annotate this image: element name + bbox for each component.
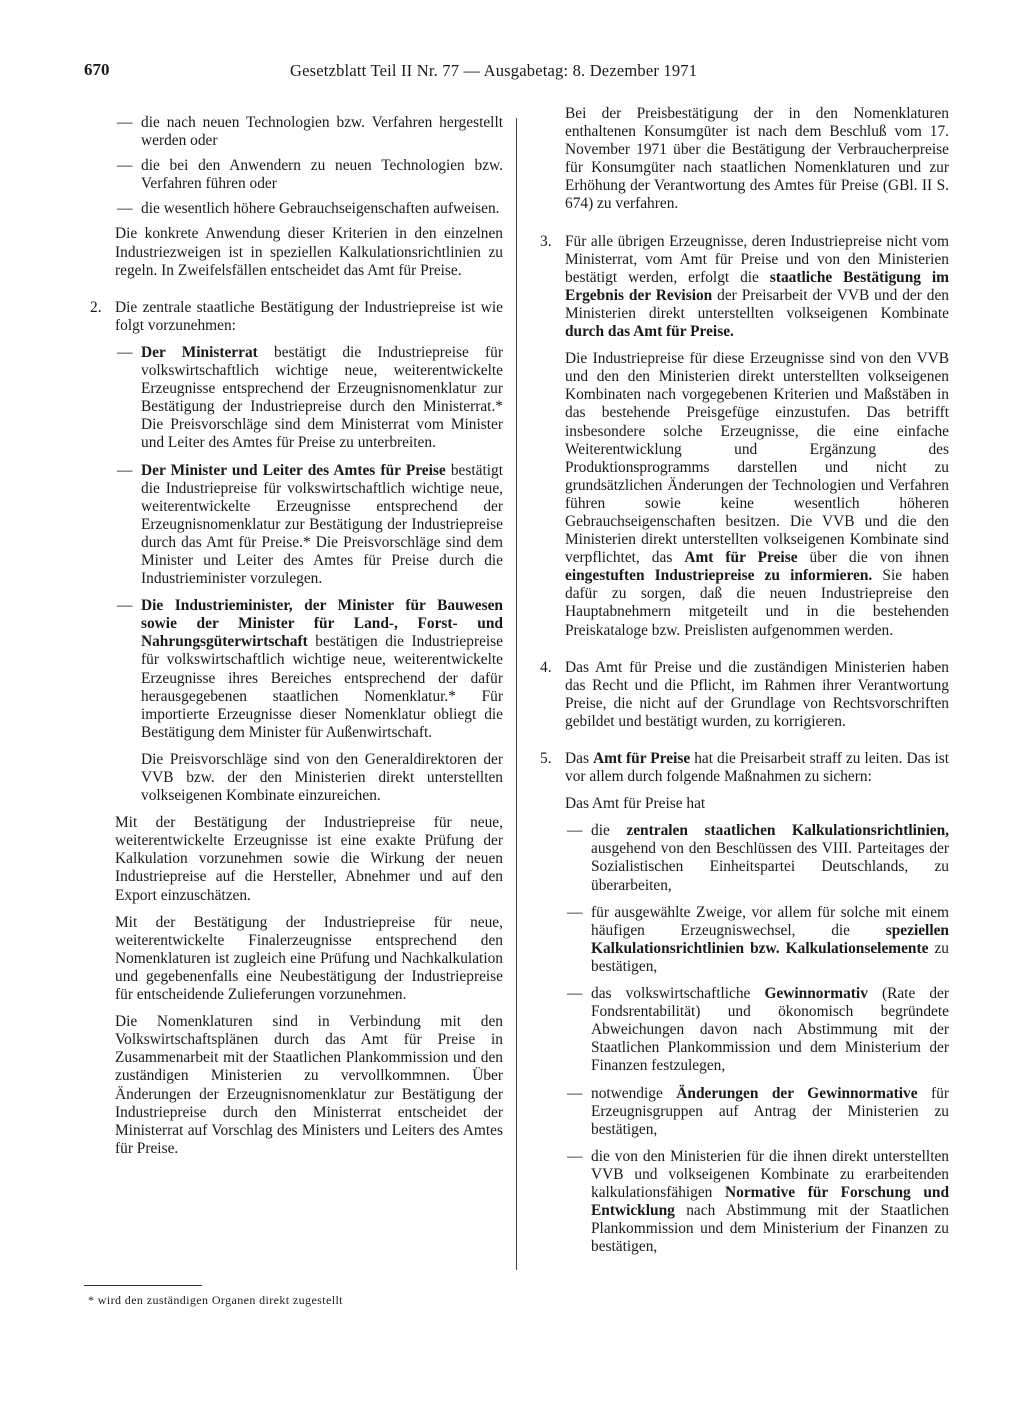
paragraph bbox=[565, 350, 949, 640]
dash-marker: — bbox=[567, 985, 583, 1003]
text-run: ausgehend von den Beschlüssen des VIII. Parteitages der Sozialistischen Einheitspartei Deutschlands, zu überarbeiten, bbox=[591, 840, 949, 894]
item-number: 2. bbox=[90, 298, 102, 316]
list-item-text: die bei den Anwendern zu neuen Technologien bzw. Verfahren führen oder bbox=[141, 157, 503, 193]
paragraph: Das Amt für Preise und die zuständigen Ministerien haben das Recht und die Pflicht, im Rahmen ihrer Verantwortung Preise, die nicht auf der Grundlage von Rechtsvorschriften gebildet und bestätigt wurden, zu korrigieren. bbox=[565, 658, 949, 730]
dash-marker: — bbox=[117, 343, 133, 361]
text-run: das volkswirtschaftliche bbox=[591, 985, 765, 1003]
bold-text: Amt für Preise bbox=[592, 750, 691, 767]
bold-text: Amt für Preise bbox=[684, 549, 798, 567]
right-column bbox=[540, 105, 950, 1265]
list-item-text: bestätigt die Industriepreise für volkswirtschaftlich wichtige neue, weiterentwickelte Erzeugnisse entsprechend der Erzeugnisnomenklatur zur Bestätigung der Industriepreise durch den Ministerrat.* Die Preisvorschläge sind dem Ministerrat vom Minister und Leiter des Amtes für Preise zu unterbreiten. bbox=[141, 343, 503, 452]
bold-text: Der Ministerrat bbox=[141, 343, 258, 361]
footnote-rule bbox=[84, 1285, 202, 1286]
dash-marker: — bbox=[567, 1147, 583, 1165]
bold-text: speziellen Kalkulationsrichtlinien bzw. Kalkulationselemente bbox=[591, 921, 949, 957]
list-item bbox=[565, 1148, 949, 1257]
bold-text: Änderungen der Gewinnormative bbox=[676, 1084, 918, 1102]
list-item bbox=[115, 344, 503, 453]
dash-marker: — bbox=[567, 903, 583, 921]
text-run: die von den Ministerien für die ihnen direkt unterstellten VVB und volkseigenen Kombinate zu erarbeitenden kalkulationsfähigen bbox=[591, 1147, 949, 1201]
dash-marker: — bbox=[117, 597, 133, 615]
text-run: der Preisarbeit der VVB und der den Ministerien direkt unterstellten volkseigenen Kombinate bbox=[565, 286, 949, 322]
bold-text: Der Minister und Leiter des Amtes für Preise bbox=[141, 461, 446, 479]
list-item-text: bestätigt die Industriepreise für volkswirtschaftlich wichtige neue, weiterentwickelte Erzeugnisse entsprechend der Erzeugnisnomenklatur zur Bestätigung der Industriepreise durch das Amt für Preise.* Die Preisvorschläge sind dem Minister und Leiter des Amtes für Preise durch die Industrieminister vorzulegen. bbox=[141, 461, 503, 588]
paragraph: Das Amt für Preise hat bbox=[565, 795, 706, 813]
paragraph: Die zentrale staatliche Bestätigung der Industriepreise ist wie folgt vorzunehmen: bbox=[115, 298, 503, 334]
paragraph bbox=[565, 233, 949, 342]
list-item bbox=[115, 597, 503, 742]
bold-text: eingestuften Industriepreise zu informieren. bbox=[565, 567, 873, 585]
dash-marker: — bbox=[117, 200, 133, 218]
list-item bbox=[115, 200, 503, 218]
text-run: (Rate der Fondsrentabilität) und ökonomisch begründete Abweichungen davon nach Abstimmung mit der Staatlichen Plankommission und dem Ministerium der Finanzen festzulegen, bbox=[591, 985, 949, 1075]
page-number: 670 bbox=[84, 60, 110, 79]
text-run: die bbox=[591, 822, 627, 840]
bold-text: durch das Amt für Preise. bbox=[565, 323, 734, 341]
footnote: * wird den zuständigen Organen direkt zugestellt bbox=[88, 1293, 343, 1307]
list-item-text: die wesentlich höhere Gebrauchseigenschaften aufweisen. bbox=[141, 200, 500, 218]
list-item bbox=[115, 114, 503, 150]
item-number: 3. bbox=[540, 232, 552, 250]
dash-marker: — bbox=[567, 822, 583, 840]
text-run: Sie haben dafür zu sorgen, daß die neuen Industriepreise den Hauptabnehmern mitgeteilt und in die bestehenden Preiskataloge bzw. Preislisten aufgenommen werden. bbox=[565, 567, 949, 639]
paragraph: Die konkrete Anwendung dieser Kriterien in den einzelnen Industriezweigen ist in speziellen Kalkulationsrichtlinien zu regeln. In Zweifelsfällen entscheidet das Amt für Preise. bbox=[115, 225, 503, 279]
dash-marker: — bbox=[567, 1084, 583, 1102]
dash-marker: — bbox=[117, 461, 133, 479]
text-run: Die Industriepreise für diese Erzeugnisse sind von den VVB und den den Ministerien direkt unterstellten volkseigenen Kombinaten nach vorgegebenen Kriterien und Maßstäben in das bestehende Preisgefüge einzustufen. Das betrifft insbesondere solche Erzeugnisse, die eine einfache Weiterentwicklung und Ergänzung des Produktionsprogramms darstellen und nicht zu grundsätzlichen Änderungen der Technologien und Verfahren führen sowie keine wesentlich höheren Gebrauchseigenschaften besitzen. Die VVB und die den Ministerien direkt unterstellten volkseigenen Kombinate sind verpflichtet, das bbox=[565, 350, 949, 567]
bold-text: Gewinnormativ bbox=[764, 985, 868, 1003]
running-head: Gesetzblatt Teil II Nr. 77 — Ausgabetag: 8. Dezember 1971 bbox=[290, 61, 698, 80]
list-item bbox=[565, 822, 949, 894]
dash-marker: — bbox=[117, 157, 133, 175]
list-item-text: die nach neuen Technologien bzw. Verfahren hergestellt werden oder bbox=[141, 114, 503, 150]
paragraph: Mit der Bestätigung der Industriepreise für neue, weiterentwickelte Finalerzeugnisse entsprechend den Nomenklaturen ist zugleich eine Prüfung und Nachkalkulation und gegebenenfalls eine Neubestätigung der Industriepreise für entscheidende Zulieferungen vorzunehmen. bbox=[115, 913, 503, 1004]
text-run: notwendige bbox=[591, 1084, 677, 1102]
numbered-item bbox=[540, 750, 949, 813]
list-item bbox=[565, 985, 949, 1075]
paragraph bbox=[565, 750, 949, 786]
text-run: Das bbox=[565, 750, 593, 767]
column-rule bbox=[516, 118, 517, 1270]
item-number: 4. bbox=[540, 658, 552, 676]
text-run: hat die Preisarbeit straff zu leiten. Das ist vor allem durch folgende Maßnahmen zu sichern: bbox=[565, 750, 949, 786]
list-item-text: bestätigen die Industriepreise für volkswirtschaftlich wichtige neue, weiterentwickelte Erzeugnisse ihres Bereiches entsprechend der dafür herausgegebenen staatlichen Nomenklatur.* Für importierte Erzeugnisse dieser Nomenklatur obliegt die Bestätigung dem Minister für Außenwirtschaft. bbox=[141, 633, 503, 741]
paragraph: Mit der Bestätigung der Industriepreise für neue, weiterentwickelte Erzeugnisse ist eine exakte Prüfung der Kalkulation vorzunehmen sowie die Wirkung der neuen Industriepreise auf die Hersteller, Abnehmer und auf den Export einzuschätzen. bbox=[115, 814, 503, 904]
numbered-item bbox=[540, 232, 949, 640]
bold-text: zentralen staatlichen Kalkulationsrichtlinien, bbox=[626, 822, 949, 840]
text-run: Für alle übrigen Erzeugnisse, deren Industriepreise nicht vom Ministerrat, vom Amt für Preise und von den Ministerien bestätigt werden, erfolgt die bbox=[565, 232, 949, 286]
item-number: 5. bbox=[540, 750, 552, 767]
dash-marker: — bbox=[117, 114, 133, 131]
list-item bbox=[565, 904, 949, 976]
bold-text: Die Industrieminister, der Minister für Bauwesen sowie der Minister für Land-, Forst- und Nahrungsgüterwirtschaft bbox=[141, 597, 503, 651]
text-run: nach Abstimmung mit der Staatlichen Plankommission und dem Ministerium der Finanzen zu bestätigen, bbox=[591, 1202, 949, 1256]
list-item bbox=[115, 157, 503, 193]
bold-text: staatliche Bestätigung im Ergebnis der Revision bbox=[565, 268, 949, 304]
paragraph: Die Nomenklaturen sind in Verbindung mit den Volkswirtschaftsplänen durch das Amt für Preise in Zusammenarbeit mit der Staatlichen Plankommission und den zuständigen Ministerien zu vervollkommnen. Über Änderungen der Erzeugnisnomenklatur zur Bestätigung der Industriepreise durch den Ministerrat entscheidet der Ministerrat auf Vorschlag des Ministers und Leiters des Amtes für Preise. bbox=[115, 1013, 503, 1157]
numbered-item bbox=[90, 298, 503, 335]
numbered-item bbox=[540, 658, 949, 731]
list-item bbox=[565, 1085, 949, 1139]
paragraph: Die Preisvorschläge sind von den Generaldirektoren der VVB bzw. der den Ministerien direkt unterstellten volkseigenen Kombinate einzureichen. bbox=[141, 750, 503, 805]
text-run: für ausgewählte Zweige, vor allem für solche mit einem häufigen Erzeugniswechsel, die bbox=[591, 903, 949, 939]
bold-text: Normative für Forschung und Entwicklung bbox=[591, 1183, 950, 1220]
list-item bbox=[115, 462, 503, 589]
text-run: zu bestätigen, bbox=[591, 939, 949, 975]
paragraph: Bei der Preisbestätigung der in den Nomenklaturen enthaltenen Konsumgüter ist nach dem Beschluß vom 17. November 1971 über die Bestätigung der Verbraucherpreise für Konsumgüter nach staatlichen Nomenklaturen und zur Erhöhung der Verantwortung des Amtes für Preise (GBl. II S. 674) zu verfahren. bbox=[565, 105, 949, 213]
text-run: über die von ihnen bbox=[797, 549, 949, 567]
left-column bbox=[90, 114, 503, 1167]
text-run: für Erzeugnisgruppen auf Antrag der Ministerien zu bestätigen, bbox=[591, 1084, 950, 1138]
